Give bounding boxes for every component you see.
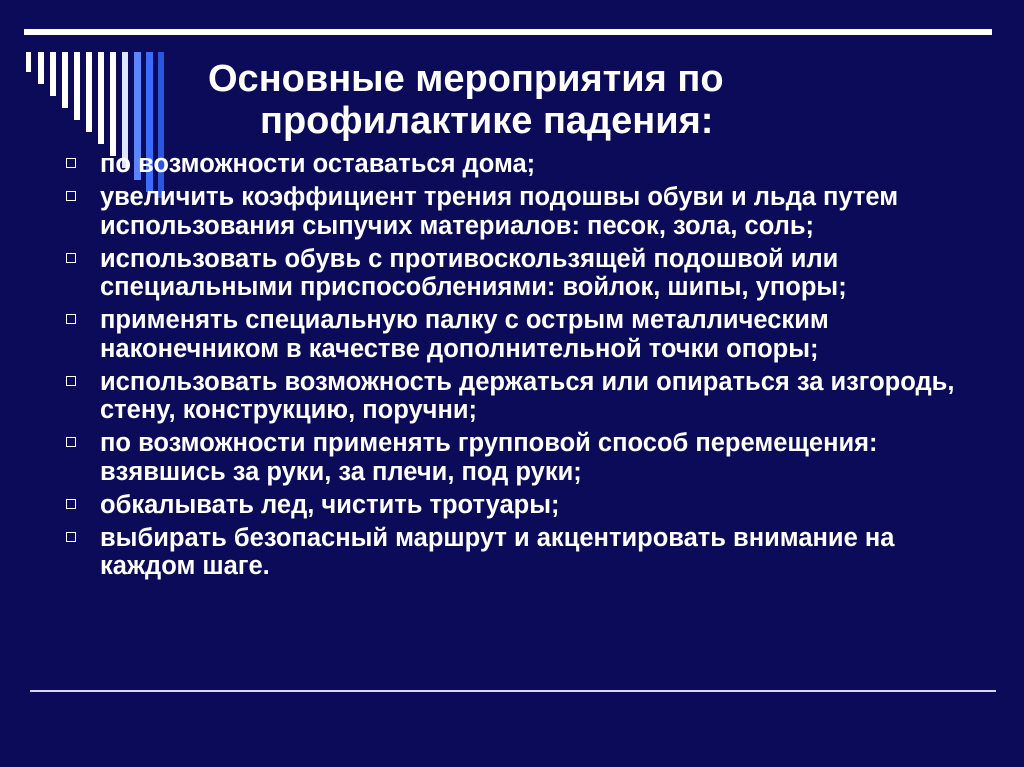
title-line-1: Основные мероприятия по [208,58,724,100]
hollow-square-icon [66,376,76,386]
list-item-text: обкалывать лед, чистить тротуары; [100,490,560,519]
bottom-divider [30,690,996,692]
list-item [58,368,988,425]
hollow-square-icon [66,253,76,263]
stripe [62,52,68,108]
list-item [58,306,988,363]
list-item-text: выбирать безопасный маршрут и акцентировать внимание на каждом шаге. [100,523,895,580]
list-item-text: использовать возможность держаться или опираться за изгородь, стену, конструкцию, поручни; [100,367,955,424]
list-item-text: использовать обувь с противоскользящей подошвой или специальными приспособлениями: войлок, шипы, упоры; [100,244,847,301]
list-item-text: по возможности оставаться дома; [100,150,536,178]
list-item [58,183,988,240]
bullet-list [58,150,988,585]
hollow-square-icon [66,532,76,542]
stripe [98,52,104,144]
list-item-text: применять специальную палку с острым металлическим наконечником в качестве дополнительной точки опоры; [100,306,829,363]
stripe [86,52,92,132]
list-item [58,524,988,581]
slide-title [160,58,920,142]
stripe [38,52,44,84]
list-item-text: увеличить коэффициент трения подошвы обуви и льда путем использования сыпучих материалов: песок, зола, соль; [100,183,899,240]
list-item [58,429,988,486]
hollow-square-icon [66,158,76,168]
stripe [74,52,80,120]
title-line-2: профилактике падения: [260,100,714,142]
list-item [58,491,988,520]
list-item [58,245,988,302]
hollow-square-icon [66,499,76,509]
hollow-square-icon [66,314,76,324]
list-item-text: по возможности применять групповой способ перемещения: взявшись за руки, за плечи, под руки; [100,429,878,486]
stripe [110,52,116,156]
hollow-square-icon [66,191,76,201]
hollow-square-icon [66,437,76,447]
stripe [50,52,56,96]
stripe [26,52,31,72]
list-item [58,150,988,179]
